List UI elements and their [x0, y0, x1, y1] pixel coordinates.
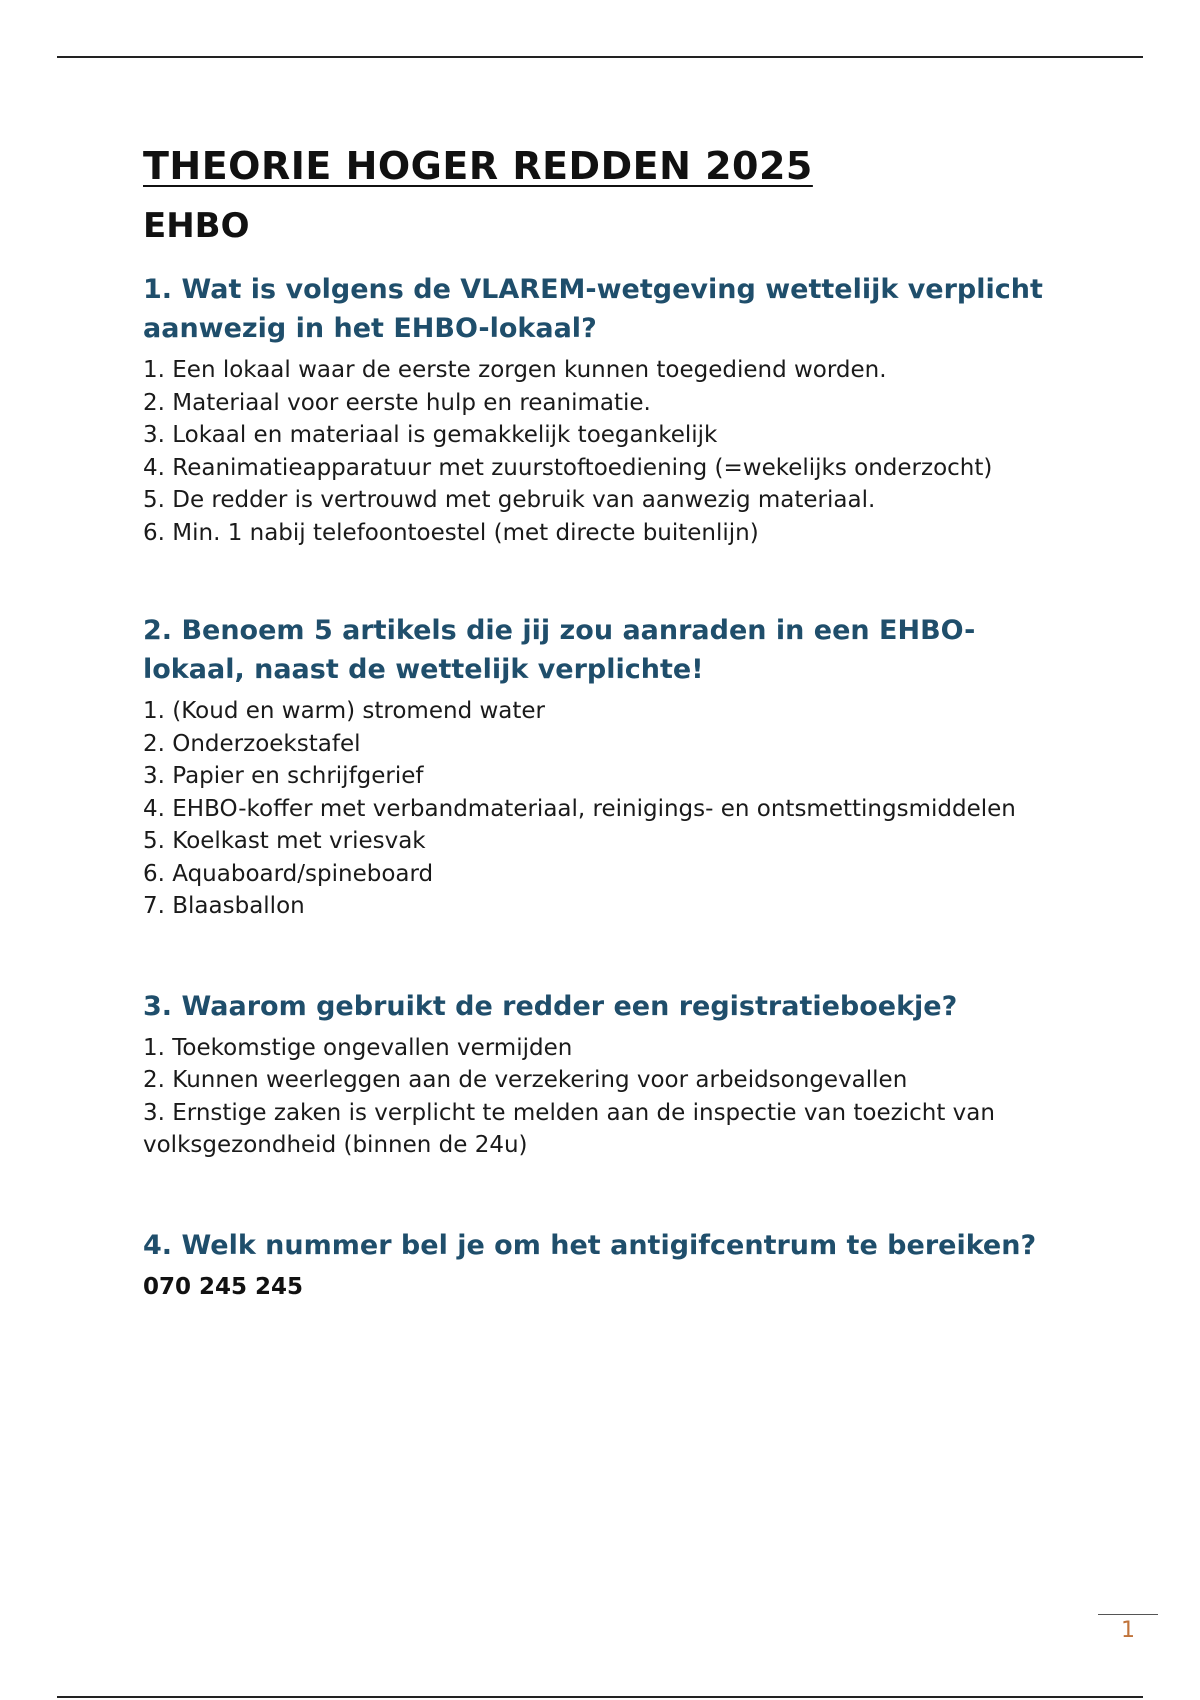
list-item: 3. Ernstige zaken is verplicht te melden aan de inspectie van toezicht van volksgezondheid (binnen de 24u) — [143, 1099, 995, 1158]
list-item: 2. Materiaal voor eerste hulp en reanimatie. — [143, 389, 651, 416]
document-title: THEORIE HOGER REDDEN 2025 — [143, 144, 813, 188]
list-item: 1. Toekomstige ongevallen vermijden — [143, 1034, 573, 1061]
list-item: 5. Koelkast met vriesvak — [143, 828, 426, 854]
section-title: EHBO — [143, 206, 250, 246]
list-item: 6. Aquaboard/spineboard — [143, 860, 434, 887]
list-item: 3. Papier en schrijfgerief — [143, 763, 424, 789]
list-item: 5. De redder is vertrouwd met gebruik van aanwezig materiaal. — [143, 487, 876, 513]
question-1-answers — [143, 354, 1073, 549]
list-item: 2. Onderzoekstafel — [143, 730, 361, 757]
question-3-title: 3. Waarom gebruikt de redder een registratieboekje? — [143, 990, 958, 1022]
list-item: 1. (Koud en warm) stromend water — [143, 698, 546, 724]
list-item: 3. Lokaal en materiaal is gemakkelijk toegankelijk — [143, 422, 718, 448]
question-1-title: 1. Wat is volgens de VLAREM-wetgeving wettelijk verplicht aanwezig in het EHBO-lokaal? — [143, 274, 1043, 344]
page-number: 1 — [1121, 1618, 1135, 1643]
list-item: 7. Blaasballon — [143, 893, 305, 919]
list-item: 4. EHBO-koffer met verbandmateriaal, reinigings- en ontsmettingsmiddelen — [143, 795, 1016, 822]
question-4-answer: 070 245 245 — [143, 1273, 304, 1300]
question-2-answers — [143, 695, 1073, 923]
document-body — [143, 140, 1073, 1303]
list-item: 6. Min. 1 nabij telefoontoestel (met directe buitenlijn) — [143, 519, 759, 546]
footer-rule — [57, 1696, 1143, 1698]
question-2-title: 2. Benoem 5 artikels die jij zou aanraden in een EHBO-lokaal, naast de wettelijk verplichte! — [143, 615, 976, 685]
question-3-answers — [143, 1032, 1073, 1162]
page-number-rule — [1098, 1614, 1158, 1615]
list-item: 1. Een lokaal waar de eerste zorgen kunnen toegediend worden. — [143, 357, 887, 383]
question-4-title: 4. Welk nummer bel je om het antigifcentrum te bereiken? — [143, 1229, 1037, 1261]
list-item: 4. Reanimatieapparatuur met zuurstoftoediening (=wekelijks onderzocht) — [143, 454, 993, 481]
header-rule — [57, 56, 1143, 58]
list-item: 2. Kunnen weerleggen aan de verzekering voor arbeidsongevallen — [143, 1067, 908, 1093]
